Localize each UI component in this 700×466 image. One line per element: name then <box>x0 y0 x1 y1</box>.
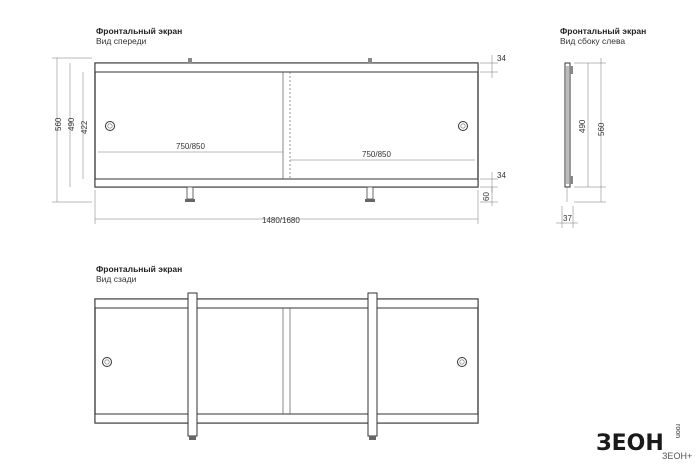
front-view <box>52 26 506 225</box>
front-bottom-rail <box>95 179 478 187</box>
side-view <box>556 26 646 228</box>
back-right-support <box>368 293 377 436</box>
side-dim-height-mid: 490 <box>578 119 587 133</box>
dim-total-length: 1480/1680 <box>262 216 300 225</box>
dim-feet: 60 <box>482 192 491 201</box>
side-view-title: Фронтальный экран <box>560 26 647 36</box>
brand-logo <box>596 424 692 461</box>
front-top-bolt-left <box>188 58 192 63</box>
brand-tag: ЗЕОН+ <box>662 451 693 461</box>
dim-right-panel: 750/850 <box>362 150 391 159</box>
front-top-rail <box>95 63 478 72</box>
front-top-bolt-right <box>368 58 372 63</box>
front-left-handle <box>106 122 115 131</box>
dim-top-rail: 34 <box>497 54 506 63</box>
back-right-handle <box>458 358 467 367</box>
dim-bottom-rail: 34 <box>497 171 506 180</box>
brand-logo-text: ЗЕОН <box>596 431 664 456</box>
front-screen-frame <box>95 63 478 187</box>
back-view-title: Фронтальный экран <box>96 264 183 274</box>
dim-height-total: 560 <box>54 117 63 131</box>
back-left-handle <box>103 358 112 367</box>
dim-height-inner: 422 <box>80 120 89 134</box>
side-dim-depth: 37 <box>563 214 572 223</box>
front-left-foot <box>187 187 193 199</box>
brand-logo-suffix: roon <box>674 424 681 439</box>
dim-height-mid: 490 <box>67 117 76 131</box>
front-right-handle <box>459 122 468 131</box>
front-view-subtitle: Вид спереди <box>96 36 147 46</box>
back-screen-frame <box>95 299 478 423</box>
back-view <box>95 264 478 440</box>
front-view-title: Фронтальный экран <box>96 26 183 36</box>
side-view-subtitle: Вид сбоку слева <box>560 36 626 46</box>
front-right-foot <box>367 187 373 199</box>
back-bottom-rail <box>95 414 478 423</box>
back-left-support <box>188 293 197 436</box>
side-dim-height-total: 560 <box>597 122 606 136</box>
back-top-rail <box>95 299 478 308</box>
back-view-subtitle: Вид сзади <box>96 274 137 284</box>
dim-left-panel: 750/850 <box>176 142 205 151</box>
